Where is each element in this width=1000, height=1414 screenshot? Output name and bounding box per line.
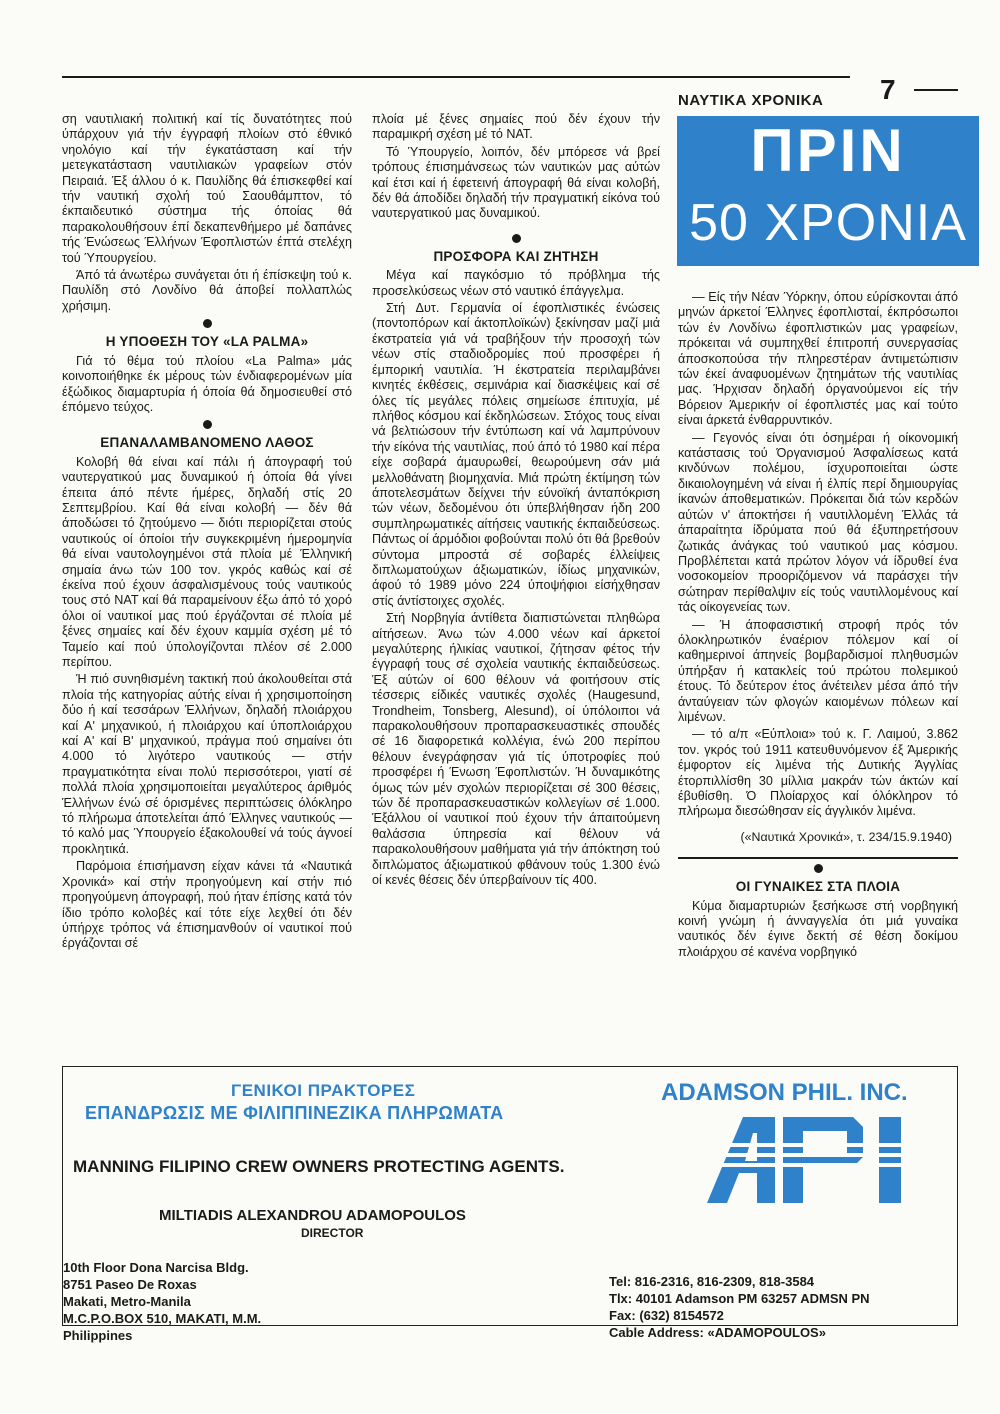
header-rule-right xyxy=(914,89,958,91)
bullet-separator xyxy=(203,420,212,429)
heading-women-on-ships: ΟΙ ΓΥΝΑΙΚΕΣ ΣΤΑ ΠΛΟΙΑ xyxy=(735,879,901,895)
col2-paragraph: Στή Νορβηγία άντίθετα διαπιστώνεται πληθώρα αίτήσεων. Άνω τών 4.000 νέων καί άρκετοί μεγαλύτερης ήλικίας ναυτικοί, ζήτησαν φέτος τήν έγγραφή τους σέ σχολεία ναυτικής έκπαιδεύσεως. Έξ αύτών οί 600 θέλουν νά φοιτήσουν στίς τέσσερις είδικές ναυτικές σχολές (Haugesund, Trondheim, Tonsberg, Alesund), οί ύπόλοιποι νά παρακολουθήσουν προπαρασκευαστικές σπουδές σέ 16 διαφορετικά κολλέγια, ένώ 200 περίπου θέλουν ένεγράφησαν γιά τίς ύποτροφίες πού προσφέρει ή Ένωση Έφοπλιστών. Ή δυναμικότης όμως τών μέν σχολών περιορίζεται σέ 300 θέσεις, τών δέ προπαρασκευαστικών κολλεγίων σέ 1.000. Έξάλλου οί ναυτικοί πού έχουν τήν άπαιτούμενη θαλάσσια ύπηρεσία καί θέλουν νά παρακολουθήσουν μαθήματα γιά τήν άπόκτηση τού διπλώματος άξιωματικού φθάνουν τούς 1.300 ένώ οί κενές θέσεις δέν ύπερβαίνουν τίς 400. xyxy=(372,611,660,888)
contact-line: Fax: (632) 8154572 xyxy=(609,1308,724,1323)
address-line: 8751 Paseo De Roxas xyxy=(63,1277,197,1292)
column-2 xyxy=(372,112,660,891)
source-citation: («Ναυτικά Χρονικά», τ. 234/15.9.1940) xyxy=(740,829,952,844)
col2-paragraph: πλοία μέ ξένες σημαίες πού δέν έχουν τήν παραμικρή σχέση μέ τό ΝΑΤ. xyxy=(372,112,660,142)
col1-paragraph: Άπό τά άνωτέρω συνάγεται ότι ή έπίσκεψη τού κ. Παυλίδη στό Λονδίνο θά άποβεί πολλαπλώς χρήσιμη. xyxy=(62,268,352,313)
col1-paragraph: Κολοβή θά είναι καί πάλι ή άπογραφή τού ναυτεργατικού μας δυναμικού ή όποία θά γίνει έπειτα άπό πέντε ήμέρες, δηλαδή στίς 20 Σεπτεμβρίου. Καί θά είναι κολοβή — δέν θά άποδώσει τό ζητούμενο — διότι περιορίζεται στούς ναυτικούς οί όποίοι τήν συγκεκριμένη ήμερομηνία θά είναι ναυτολογημένοι στά πλοία μέ Έλληνική σημαία άνω τών 100 τον. γκρός καθώς καί σέ έκείνα πού έχουν άσφαλισμένους τούς ναυτικούς τους στό ΝΑΤ καί θά παραμείνουν έξω άπό τό χορό όλοι οί ναυτικοί μας πού έργάζονται σέ πλοία μέ ξένες σημαίες καί δέν έχουν καμμία σχέση μέ τό Ταμείο καί πού ύπολογίζονται πλέον σέ 2.000 περίπου. xyxy=(62,454,352,669)
ad-company-name: ADAMSON PHIL. INC. xyxy=(661,1079,908,1106)
contact-line: Cable Address: «ADAMOPOULOS» xyxy=(609,1325,826,1340)
col3-paragraph: — τό α/π «Εύπλοια» τού κ. Γ. Λαιμού, 3.862 τον. γκρός τού 1911 κατευθυνόμενον έξ Άμερικής έμφορτον είς λιμένα τής Δυτικής Άγγλίας έτορπιλλίσθη 30 μίλλια μακράν τών άκτών καί έβυθίσθη. Ό Πλοίαρχος καί όλόκληρον τό πλήρωμα διεσώθησαν είς άγγλικόν λιμένα. xyxy=(678,727,958,819)
page-number: 7 xyxy=(880,74,896,105)
ad-director-title: DIRECTOR xyxy=(301,1226,364,1240)
contact-line: Tel: 816-2316, 816-2309, 818-3584 xyxy=(609,1274,815,1289)
column-1 xyxy=(62,112,352,954)
ad-greek-line-1: ΓΕΝΙΚΟΙ ΠΡΑΚΤΟΡΕΣ xyxy=(231,1081,416,1100)
col2-paragraph: Στή Δυτ. Γερμανία οί έφοπλιστικές ένώσεις (ποντοπόρων καί άκτοπλοϊκών) ξεκίνησαν μαζί μιά έκστρατεία γιά νά τραβήξουν τήν προσοχή τών νέων στίς σταδιοδρομίες πού προσφέρει ή έμπορική ναυτιλία. Ή έκστρατεία περιλαμβάνει κινητές έκθέσεις, σεμινάρια καί διασκέψεις καί σέ όλες τίς μεγάλες πόλεις σημείωσε έπιτυχία, μέ πλήθος κόσμου καί έκδηλώσεων. Στόχος τους είναι νά βελτιώσουν τήν έντύπωση καί νά λαμπρύνουν τήν είκόνα τής ναυτιλίας, πού άπό τό 1980 καί πέρα είχε σοβαρά άμαυρωθεί, θεωρούμενη σάν μιά μελλοθάνατη βιομηχανία. Μιά πρώτη έκτίμηση τών άποτελεσμάτων δείχνει τήν εύνοϊκή άνταπόκριση τών νέων, δεδομένου ότι ύπεβλήθησαν ήδη 200 συμπληρωματικές αίτήσεις ναυτικής έκπαιδεύσεως. Πάντως οί άρμόδιοι φοβούνται πολύ ότι θά βρεθούν σύντομα μπροστά σέ σοβαρές έλλείψεις διπλωματούχων άξιωματικών, ίδίως μηχανικών, άφού τό 1989 μόνο 224 ύποψήφιοι είσήχθησαν στίς άντίστοιχες σχολές. xyxy=(372,301,660,608)
col2-paragraph: Τό Ύπουργείο, λοιπόν, δέν μπόρεσε νά βρεί τρόπους έπισημάνσεως τών ναυτικών μας αύτών καί έτσι καί ή έφετεινή άπογραφή θά είναι κολοβή, δέν θά άποδίδει δηλαδή τήν πραγματική είκόνα τού ναυτεργατικού μας δυναμικού. xyxy=(372,144,660,221)
col3-paragraph: — Είς τήν Νέαν Ύόρκην, όπου εύρίσκονται άπό μηνών άρκετοί Έλληνες έφοπλισταί, έκπρόσωποι τών έν Λονδίνω έφοπλιστικών μας γραφείων, πρόκειται νά συμπηχθεί έπιτροπή συνεργασίας άποσκοπούσα τήν πληρεστέραν άντιμετώπισιν τών έκεί άναφυομένων ζητημάτων τής ναυτιλίας μας. Ήρχισαν δηλαδή όργανούμενοι είς τήν Βόρειον Άμερικήν οί έφοπλιστές μας καί τούτο είναι άρκετά ένθαρρυντικόν. xyxy=(678,290,958,428)
heading-la-palma: Η ΥΠΟΘΕΣΗ ΤΟΥ «LA PALMA» xyxy=(105,334,309,350)
advertisement-box xyxy=(62,1066,958,1343)
col3-paragraph: — Γεγονός είναι ότι όσημέραι ή οίκονομική κατάστασις τού Όργανισμού Άσφαλίσεως κατά κινδύνων πολέμου, ίσχυροποιείται ώστε δικαιολογημένη νά είναι ή έλπίς περί δημιουργίας ίκανών άποθεματικών. Πρόκειται διά τών κερδών αύτών ν' άποκτήσει ή ναυτιλλομένη Έλλάς τά άπαραίτητα ίδρύματα πού θά έξυπηρετήσουν ζωτικάς άνάγκας τού ναυτικού μας κόσμου. Προβλέπεται κατά πρώτον λόγον νά ίδρυθεί ένα νοσοκομείον προοριζόμενον νά παράσχει τήν σώτηραν περίθαλψιν είς τούς ναυτιλλομένους καί τάς οίκογενείας των. xyxy=(678,430,958,615)
address-line: M.C.P.O.BOX 510, MAKATI, M.M. xyxy=(63,1311,262,1326)
ad-tagline: MANNING FILIPINO CREW OWNERS PROTECTING AGENTS. xyxy=(73,1157,565,1176)
heading-repeated-error: ΕΠΑΝΑΛΑΜΒΑΝΟΜΕΝΟ ΛΑΘΟΣ xyxy=(100,435,314,451)
banner-50-years-ago xyxy=(677,116,979,266)
bullet-separator xyxy=(814,864,823,873)
col1-paragraph: Παρόμοια έπισήμανση είχαν κάνει τά «Ναυτικά Χρονικά» καί στήν προηγούμενη καί στήν πιό προηγούμενη άπογραφή, πού ήταν έπίσης κατά τόν ίδιο τρόπο κολοβές καί τότε είχε λεχθεί ότι δέν ύπήρχε τρόπος νά έπισημανθούν οί ναυτικοί πού έργάζονται σέ xyxy=(62,859,352,951)
address-line: Philippines xyxy=(63,1328,133,1343)
ad-director-name: MILTIADIS ALEXANDROU ADAMOPOULOS xyxy=(159,1207,466,1224)
banner-line-2: 50 ΧΡΟΝΙΑ xyxy=(689,194,967,252)
column-3 xyxy=(678,290,958,962)
address-line: 10th Floor Dona Narcisa Bldg. xyxy=(63,1260,249,1275)
api-logo xyxy=(703,1113,923,1205)
col1-paragraph: Ή πιό συνηθισμένη τακτική πού άκολουθείται στά πλοία τής κατηγορίας αύτής είναι ή χρησιμοποίηση δύο ή καί τεσσάρων Έλλήνων, δηλαδή πλοιάρχου καί Α' μηχανικού, ή πλοιάρχου καί ύποπλοιάρχου καί Α' καί Β' μηχανικού, πράγμα πού σημαίνει ότι 4.000 τό λιγότερο ναυτικούς — στήν πραγματικότητα είναι πολύ περισσότεροι, γιατί σέ πολλά πλοία χρησιμοποιείται μεγαλύτερος άριθμός Έλλήνων ένώ σέ όρισμένες περιπτώσεις όλόκληρο τό πλήρωμα άποτελείται άπό Έλληνες ναυτικούς — τό καλό μας Ύπουργείο έξακολουθεί νά τούς άγνοεί προκλητικά. xyxy=(62,672,352,856)
heading-supply-demand: ΠΡΟΣΦΟΡΑ ΚΑΙ ΖΗΤΗΣΗ xyxy=(433,248,599,264)
banner-line-1: ΠΡΙΝ xyxy=(750,117,906,184)
api-logo-icon xyxy=(703,1113,923,1205)
col3-paragraph: — Ή άποφασιστική στροφή πρός τόν όλοκληρωτικόν έναέριον πόλεμον καί οί καθημερινοί άπηνείς βομβαρδισμοί πληθυσμών ύπήρξαν ή κατακλείς τού πρώτου πολεμικού έτους. Τό δεύτερον έτος άνέτειλεν μέσα άπό τήν άνταύγειαν τών φλογών καιομένων πόλεων καί λιμένων. xyxy=(678,617,958,724)
address-line: Makati, Metro-Manila xyxy=(63,1294,191,1309)
section-rule xyxy=(678,857,958,859)
publication-title: ΝΑΥΤΙΚΑ ΧΡΟΝΙΚΑ xyxy=(678,92,824,109)
ad-contacts xyxy=(609,1273,870,1341)
col1-paragraph: Γιά τό θέμα τού πλοίου «La Palma» μάς κοινοποιήθηκε έκ μέρους τών ένδιαφερομένων μία έξώδικος διαμαρτυρία ή όποία θά δημοσιευθεί στό έπόμενο τεύχος. xyxy=(62,353,352,414)
ad-greek-line-2: ΕΠΑΝΔΡΩΣΙΣ ΜΕ ΦΙΛΙΠΠΙΝΕΖΙΚΑ ΠΛΗΡΩΜΑΤΑ xyxy=(85,1103,504,1123)
col2-paragraph: Μέγα καί παγκόσμιο τό πρόβλημα τής προσελκύσεως νέων στό ναυτικό έπάγγελμα. xyxy=(372,268,660,298)
header-rule-left xyxy=(62,76,850,78)
contact-line: Tlx: 40101 Adamson PM 63257 ADMSN PN xyxy=(609,1291,870,1306)
logo-text xyxy=(703,1113,705,1114)
col3-paragraph: Κύμα διαμαρτυριών ξεσήκωσε στή νορβηγική κοινή γνώμη ή άνναγγελία ότι μιά γυναίκα ναυτικός δέν έγινε δεκτή σέ θέση δοκίμου πλοιάρχου σέ κανένα νορβηγικό xyxy=(678,898,958,959)
bullet-separator xyxy=(203,319,212,328)
ad-address xyxy=(63,1259,261,1344)
bullet-separator xyxy=(512,234,521,243)
col1-paragraph: ση ναυτιλιακή πολιτική καί τίς δυνατότητες πού ύπάρχουν γιά τήν έγγραφή πλοίων στό έθνικό νηολόγιο καί τήν έγκατάσταση καί τήν μετεγκατάσταση ναυτιλιακών γραφείων στόν Πειραιά. Έξ άλλου ό κ. Παυλίδης θά έπισκεφθεί καί τήν ναυτική σχολή τού Σαουθάμπτον, τό έκπαιδευτικό σύστημα τής όποίας θά παρακολουθήσουν έπί δεκαπενθήμερο μέ δαπάνες τής Ένώσεως Έλλήνων Έφοπλιστών έπτά στελέχη τού Ύπουργείου. xyxy=(62,112,352,265)
